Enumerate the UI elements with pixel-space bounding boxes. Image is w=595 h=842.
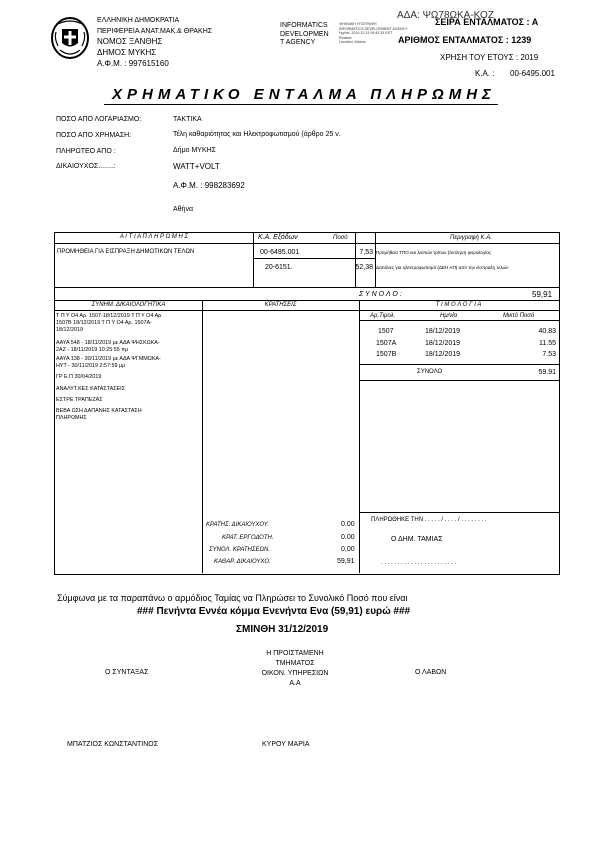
department-head-title (235, 649, 355, 689)
invoice-no-header: Αρ.Τιμολ. (370, 313, 396, 319)
receiver-title: Ο ΛΑΒΩΝ (415, 669, 447, 676)
fiscal-year: ΧΡΗΣΗ ΤΟΥ ΕΤΟΥΣ : 2019 (440, 53, 539, 62)
document-item: ΑΑΥΑ 548 - 18/11/2019 με ΑΔΑ ΨΗΣΚΩΚΑ- (56, 339, 160, 346)
cause-sum-value: 59,91 (532, 290, 553, 299)
beneficiary-afm: Α.Φ.Μ. : 998283692 (173, 181, 245, 190)
title-underline (104, 104, 498, 105)
agency-line: INFORMATICS (280, 22, 328, 29)
invoice-amount-header: Μικτό Ποσό (503, 313, 535, 319)
head-title-line: Η ΠΡΟΙΣΤΑΜΕΝΗ (266, 650, 324, 657)
document-title: ΧΡΗΜΑΤΙΚΟ ΕΝΤΑΛΜΑ ΠΛΗΡΩΜΗΣ (112, 86, 496, 103)
head-title-line: ΟΙΚΟΝ. ΥΠΗΡΕΣΙΩΝ (261, 670, 329, 677)
cause-sum-label: Σ Υ Ν Ο Λ Ο : (359, 291, 402, 298)
invoice-date: 18/12/2019 (425, 351, 461, 358)
payment-instruction: Σύμφωνα με τα παραπάνω ο αρμόδιος Ταμίας να Πληρώσει το Συνολικό Ποσό που είναι (57, 593, 408, 603)
head-name: ΚΥΡΟΥ ΜΑΡΙΑ (262, 741, 310, 748)
deduction-value: 0.00 (341, 534, 355, 541)
document-item: 18/12/2019 (56, 327, 83, 334)
cause-amount-1: 7,53 (359, 249, 373, 256)
cause-ka-2: 20-6151. (265, 264, 293, 271)
cause-text: ΠΡΟΜΗΘΕΙΑ ΓΙΑ ΕΙΣΠΡΑΞΗ ΔΗΜΟΤΙΚΩΝ ΤΕΛΩΝ (57, 249, 195, 255)
deduction-label: ΣΥΝΟΛ. ΚΡΑΤΗΣΕΩΝ. (209, 547, 271, 553)
deduction-value: 59,91 (337, 558, 355, 565)
place-and-date: ΣΜΙΝΘΗ 31/12/2019 (236, 624, 329, 635)
beneficiary-name: WATT+VOLT (173, 162, 220, 171)
warrant-series: ΣΕΙΡΑ ΕΝΤΑΛΜΑΤΟΣ : Α (435, 17, 539, 27)
cause-desc-2: Δαπάνες για ηλεκτροφωτισμό (ΔΕΗ ΑΠ) από την είσπραξη τελών (376, 265, 509, 270)
col-amount-header: Ποσό (333, 235, 348, 241)
issuer-line: ΠΕΡΙΦΕΡΕΙΑ ΑΝΑΤ.ΜΑΚ.& ΘΡΑΚΗΣ (97, 27, 213, 35)
issuer-line: ΝΟΜΟΣ ΞΑΝΘΗΣ (97, 37, 163, 47)
use-value: Τέλη καθαριότητας και Ηλεκτροφωτισμού (άρθρο 25 ν. (173, 131, 341, 138)
invoice-no: 1507Α (376, 340, 397, 347)
document-item: 1507Β 18/12/2019 Τ Π Υ Ο4 Αρ. 1507Α- (56, 320, 152, 327)
warrant-number: ΑΡΙΘΜΟΣ ΕΝΤΑΛΜΑΤΟΣ : 1239 (398, 35, 532, 45)
signature-detail-line: ΨΗΦΙΑΚΗ ΥΠΟΓΡΑΦΗ (339, 22, 377, 26)
document-item: ΑΑΥΑ 138 - 30/11/2019 με ΑΔΑ ΨΓΜΜΩΚΑ- (56, 356, 161, 363)
signature-detail-line: Ημ/νία: 2019.12.31 09:42:33 EET (339, 31, 393, 36)
document-item: ΕΣΤΡΕ ΤΡΑΠΕΖΑΣ (56, 396, 103, 403)
cause-desc-1: Προμήθεια ΤΠΟ και λοιπών τρίτων (άντληση φορολογίας (376, 250, 492, 255)
deduction-label: ΚΡΑΤΗΣ. ΔΙΚΑΙΟΥΧΟΥ. (206, 522, 269, 528)
invoice-date: 18/12/2019 (425, 340, 461, 347)
col-deductions-header: ΚΡΑΤΗΣΕΙΣ (264, 302, 297, 308)
payer-value: Δήμο ΜΥΚΗΣ (173, 147, 216, 154)
signature-agency-name (280, 22, 329, 48)
invoice-amount: 11.55 (539, 340, 556, 347)
ka-label: Κ.Α. : (475, 69, 495, 78)
treasurer-title: Ο ΔΗΜ. ΤΑΜΙΑΣ (391, 536, 443, 543)
ada-code: ΑΔΑ: ΨΩ78ΩΚΑ-ΚΟΖ (397, 10, 494, 21)
invoice-date-header: Ημ/νία (440, 313, 458, 319)
invoice-no: 1507 (378, 328, 394, 335)
issuer-line: ΕΛΛΗΝΙΚΗ ΔΗΜΟΚΡΑΤΙΑ (97, 17, 180, 24)
composer-title: Ο ΣΥΝΤΑΞΑΣ (105, 669, 149, 676)
invoice-amount: 7.53 (542, 351, 556, 358)
document-item: ΠΛΗΡΩΜΗΣ (56, 415, 87, 422)
document-item: ΗΥΤ - 30/11/2019 2:57:59 μμ (56, 363, 126, 370)
deduction-label: ΚΡΑΤ. ΕΡΓΟΔΟΤΗ. (222, 535, 274, 541)
col-invoices-header: Τ Ι Μ Ο Λ Ο Γ Ι Α (435, 302, 482, 308)
document-item: ΑΝΑΛΥΤ.ΚΕΣ ΚΑΤΑΣΤΑΣΕΙΣ (56, 385, 125, 392)
issuer-block (97, 16, 212, 70)
document-item: ΓΡ Ε.Π 30/04/2019 (56, 374, 102, 381)
invoice-no: 1507Β (376, 351, 397, 358)
invoice-date: 18/12/2019 (425, 328, 461, 335)
invoice-total-value: 59.91 (538, 369, 556, 376)
head-title-line: Α.Α (289, 680, 301, 687)
invoice-total-label: ΣΥΝΟΛΟ (417, 369, 443, 375)
paid-on-line: ΠΛΗΡΩΘΗΚΕ ΤΗΝ . . . . . / . . . . / . . . . . . . . (371, 517, 487, 523)
ka-value: 00-6495.001 (510, 69, 555, 78)
cause-amount-2: 52,38 (355, 264, 373, 271)
cause-ka-1: 00-6495.001 (260, 249, 300, 256)
document-item: Τ Π Υ Ο4 Αρ. 1507-18/12/2019 Τ Π Υ Ο4 Αρ. (56, 313, 163, 319)
invoice-amount: 40.83 (538, 328, 556, 335)
amount-in-words: ### Πενήντα Εννέα κόμμα Ενενήντα Ενα (59,91) ευρώ ### (137, 606, 411, 617)
deduction-value: 0,00 (341, 546, 355, 553)
col-ka-header: Κ.Α. Εξόδων (258, 234, 298, 241)
use-label: ΠΟΣΟ ΑΠΟ ΧΡΗΜΑΣΗ: (56, 132, 132, 139)
beneficiary-label: ΔΙΚΑΙΟΥΧΟΣ........: (56, 163, 116, 170)
greek-emblem-icon (50, 16, 90, 60)
issuer-afm: Α.Φ.Μ. : 997615160 (97, 58, 169, 68)
deduction-label: ΚΑΘΑΡ. ΔΙΚΑΙΟΥΧΟ. (214, 559, 271, 565)
beneficiary-city: Αθήνα (173, 206, 194, 213)
composer-name: ΜΠΑΤΖΙΟΣ ΚΩΝΣΤΑΝΤΙΝΟΣ (67, 741, 159, 748)
treasurer-signature-dots: . . . . . . . . . . . . . . . . . . . . . . . (381, 560, 457, 566)
col-desc-header: Περιγραφή Κ.Α. (450, 235, 492, 241)
signature-detail-line: Reason: (339, 35, 353, 40)
payer-label: ΠΛΗΡΩΤΕΟ ΑΠΟ : (56, 148, 116, 155)
issuer-line: ΔΗΜΟΣ ΜΥΚΗΣ (97, 48, 157, 58)
attached-documents-list (56, 313, 201, 422)
signature-detail-line: INFORMATICS DEVELOPMENT AGENCY (339, 26, 408, 31)
head-title-line: ΤΜΗΜΑΤΟΣ (275, 660, 315, 667)
document-item: 2ΑΖ - 18/11/2019 10:25:55 πμ (56, 346, 129, 353)
account-value: ΤΑΚΤΙΚΑ (173, 116, 202, 123)
agency-line: T AGENCY (280, 39, 316, 46)
col-cause-header: Α Ι Τ Ι Α Π Λ Η Ρ Ω Μ Η Σ (119, 234, 189, 240)
account-label: ΠΟΣΟ ΑΠΟ ΛΟΓΑΡΙΑΣΜΟ: (56, 116, 142, 123)
document-item: ΒΕΒΑ ΩΣΗ ΔΑΠΑΝΗΣ ΚΑΤΑΣΤΑΣΗ (56, 408, 142, 415)
col-docs-header: ΣΥΝΗΜ. ΔΙΚΑΙΟΛΟΓΗΤΙΚΑ (91, 302, 166, 308)
agency-line: DEVELOPMEN (280, 30, 329, 38)
deduction-value: 0.00 (341, 521, 355, 528)
signature-detail-line: Location: Athens (339, 40, 366, 45)
